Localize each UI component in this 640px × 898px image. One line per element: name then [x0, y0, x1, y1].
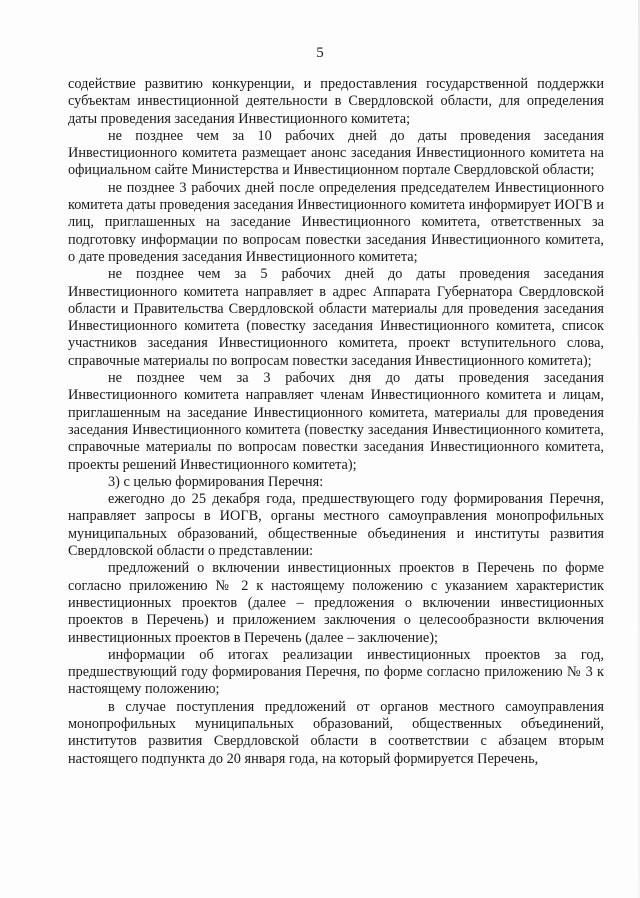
- paragraph: содействие развитию конкуренции, и предоставления государственной поддержки субъектам инвестиционной деятельности в Свердловской области, для определения даты проведения заседания Инвестиционного комитета;: [68, 76, 604, 127]
- page-number: 5: [316, 45, 324, 61]
- paragraph: не позднее чем за 3 рабочих дня до даты проведения заседания Инвестиционного комитета направляет членам Инвестиционного комитета и лицам, приглашенным на заседание Инвестиционного комитета, материалы для проведения заседания Инвестиционного комитета (повестку заседания Инвестиционного комитета, справочные материалы по вопросам повестки заседания Инвестиционного комитета, проекты решений Инвестиционного комитета);: [68, 370, 604, 473]
- paragraph: предложений о включении инвестиционных проектов в Перечень по форме согласно приложению № 2 к настоящему положению с указанием характеристик инвестиционных проектов (далее – предложения о включении инвестиционных проектов в Перечень) и приложением заключения о целесообразности включения инвестиционных проектов в Перечень (далее – заключение);: [68, 560, 604, 646]
- document-body: [68, 76, 604, 768]
- paragraph: не позднее чем за 10 рабочих дней до даты проведения заседания Инвестиционного комитета размещает анонс заседания Инвестиционного комитета на официальном сайте Министерства и Инвестиционном портале Свердловской области;: [68, 127, 604, 179]
- paragraph: в случае поступления предложений от органов местного самоуправления монопрофильных муниципальных образований, общественных объединений, институтов развития Свердловской области в соответствии с абзацем вторым настоящего подпункта до 20 января года, на который формируется Перечень,: [68, 698, 604, 767]
- paragraph: информации об итогах реализации инвестиционных проектов за год, предшествующий году формирования Перечня, по форме согласно приложению № 3 к настоящему положению;: [68, 646, 604, 698]
- paragraph: 3) с целью формирования Перечня:: [108, 473, 324, 490]
- paragraph: не позднее чем за 5 рабочих дней до даты проведения заседания Инвестиционного комитета направляет в адрес Аппарата Губернатора Свердловской области и Правительства Свердловской области материалы для проведения заседания Инвестиционного комитета (повестку заседания Инвестиционного комитета, список участников заседания Инвестиционного комитета, проект вступительного слова, справочные материалы по вопросам повестки заседания Инвестиционного комитета);: [68, 266, 604, 369]
- paragraph: не позднее 3 рабочих дней после определения председателем Инвестиционного комитета даты проведения заседания Инвестиционного комитета информирует ИОГВ и лиц, приглашенных на заседание Инвестиционного комитета, ответственных за подготовку информации по вопросам повестки заседания Инвестиционного комитета, о дате проведения заседания Инвестиционного комитета;: [68, 179, 604, 265]
- paragraph: ежегодно до 25 декабря года, предшествующего году формирования Перечня, направляет запросы в ИОГВ, органы местного самоуправления монопрофильных муниципальных образований, общественные объединения и институты развития Свердловской области о представлении:: [68, 491, 604, 560]
